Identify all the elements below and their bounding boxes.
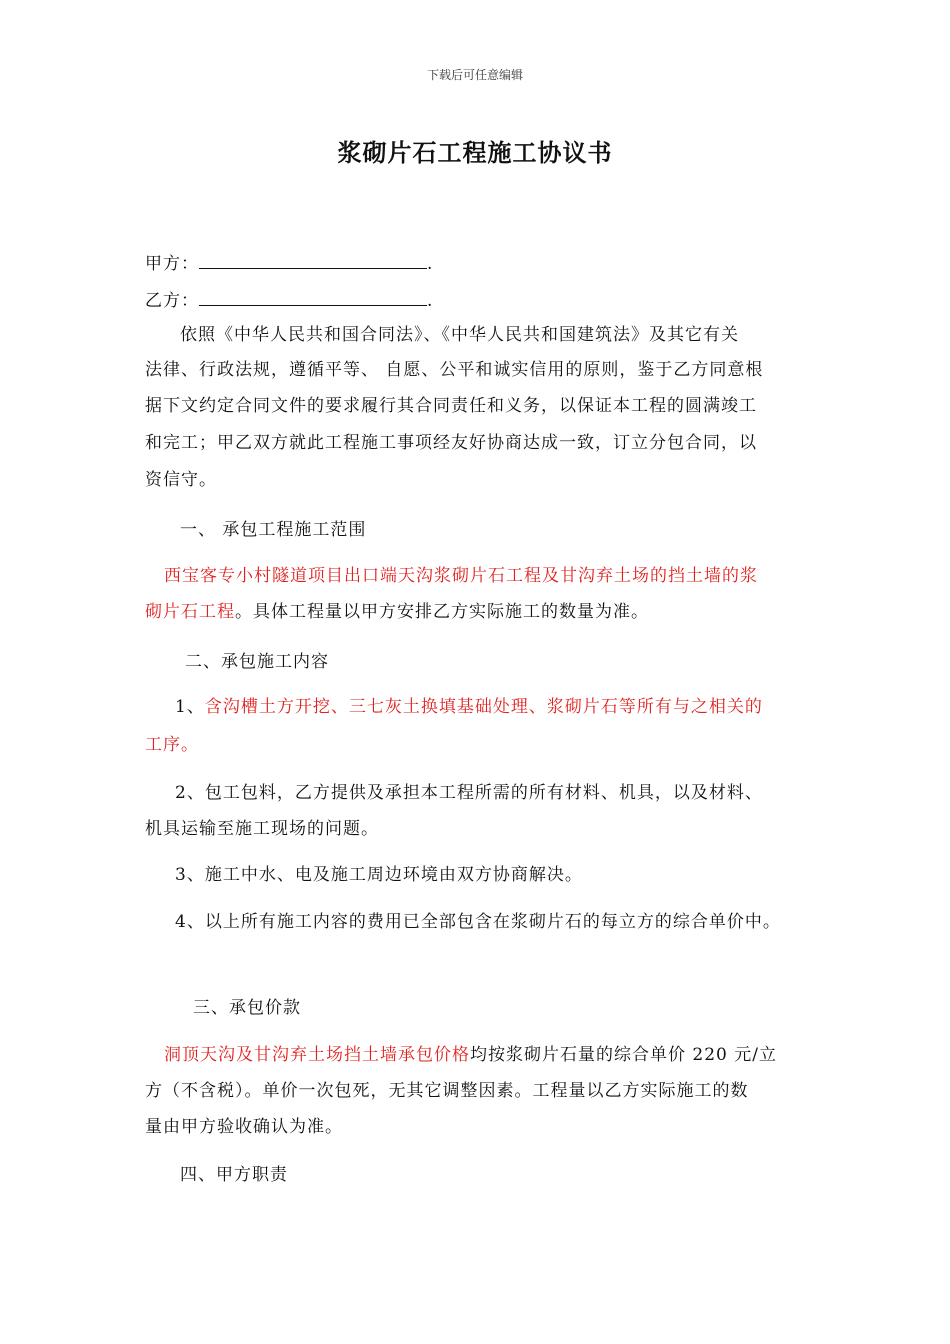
section3-price-line: 方（不含税）。单价一次包死，无其它调整因素。工程量以乙方实际施工的数 xyxy=(145,1081,749,1101)
section1-heading: 一、 承包工程施工范围 xyxy=(180,520,367,540)
section2-heading: 二、承包施工内容 xyxy=(185,652,329,672)
section1-scope-red: 砌片石工程 xyxy=(145,602,235,622)
section3-price-black: 均按浆砌片石量的综合单价 220 元/立 xyxy=(470,1045,777,1065)
section2-item2-cont: 机具运输至施工现场的问题。 xyxy=(145,819,379,839)
party-b-blank-end: . xyxy=(427,291,434,311)
party-a-blank-end: . xyxy=(427,254,434,274)
section1-scope-black: 。具体工程量以甲方安排乙方实际施工的数量为准。 xyxy=(235,602,649,622)
intro-line: 和完工；甲乙双方就此工程施工事项经友好协商达成一致，订立分包合同，以 xyxy=(145,433,757,453)
section2-item1-cont: 工序。 xyxy=(145,735,199,755)
section3-heading: 三、承包价款 xyxy=(193,998,301,1018)
section3-price-line: 量由甲方验收确认为准。 xyxy=(145,1117,343,1137)
section3-price-red: 洞顶天沟及甘沟弃土场挡土墙承包价格 xyxy=(164,1045,470,1065)
party-b-blank xyxy=(199,287,427,306)
header-note: 下载后可任意编辑 xyxy=(426,68,523,82)
section3-price-line xyxy=(164,1043,844,1067)
section2-item1-num: 1、 xyxy=(175,697,205,717)
section2-item1 xyxy=(175,695,855,719)
party-b-line xyxy=(145,287,825,313)
intro-line: 资信守。 xyxy=(145,470,217,490)
party-a-line xyxy=(145,250,825,276)
section1-scope-line xyxy=(145,600,825,624)
section1-scope-line: 西宝客专小村隧道项目出口端天沟浆砌片石工程及甘沟弃土场的挡土墙的浆 xyxy=(164,566,758,586)
intro-line: 法律、行政法规，遵循平等、 自愿、公平和诚实信用的原则，鉴于乙方同意根 xyxy=(145,360,764,380)
section2-item4: 4、以上所有施工内容的费用已全部包含在浆砌片石的每立方的综合单价中。 xyxy=(175,912,781,932)
party-b-label: 乙方： xyxy=(145,291,199,311)
party-a-blank xyxy=(199,250,427,269)
section2-item2: 2、包工包料，乙方提供及承担本工程所需的所有材料、机具，以及材料、 xyxy=(175,783,763,803)
section2-item3: 3、施工中水、电及施工周边环境由双方协商解决。 xyxy=(175,865,583,885)
section4-heading: 四、甲方职责 xyxy=(180,1165,288,1185)
section2-item1-text: 含沟槽土方开挖、三七灰土换填基础处理、浆砌片石等所有与之相关的 xyxy=(204,697,763,717)
intro-line: 依照《中华人民共和国合同法》、《中华人民共和国建筑法》及其它有关 xyxy=(180,325,739,345)
intro-line: 据下文约定合同文件的要求履行其合同责任和义务，以保证本工程的圆满竣工 xyxy=(145,396,757,416)
page-title: 浆砌片石工程施工协议书 xyxy=(337,138,613,167)
party-a-label: 甲方： xyxy=(145,254,199,274)
